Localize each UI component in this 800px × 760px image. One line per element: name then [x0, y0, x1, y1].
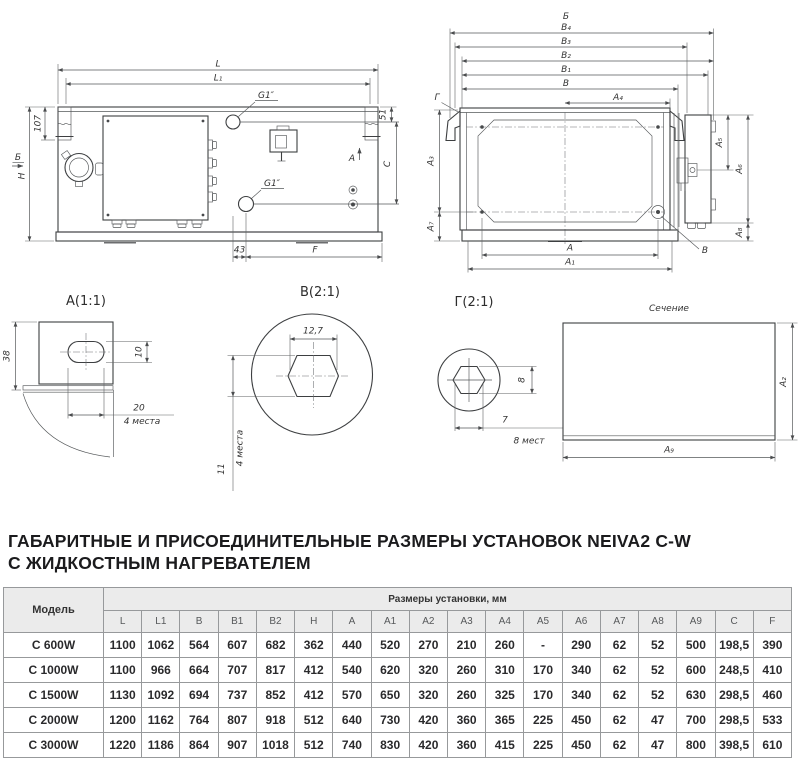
dim-12-7: 12,7 [302, 326, 324, 337]
value-cell: 52 [639, 658, 677, 683]
table-row [4, 683, 792, 708]
value-cell: 610 [753, 733, 791, 758]
dim-a3: А₃ [426, 156, 437, 166]
dim-11: 11 [217, 463, 227, 475]
value-cell: 340 [562, 683, 600, 708]
section-outline [563, 323, 775, 440]
value-cell: 764 [180, 708, 218, 733]
value-cell: 800 [677, 733, 715, 758]
value-cell: 450 [562, 708, 600, 733]
table-row [4, 733, 792, 758]
section-title: Сечение [649, 304, 689, 314]
table-row [4, 658, 792, 683]
control-box [103, 116, 208, 220]
value-cell: 564 [180, 633, 218, 658]
unit-base [56, 232, 382, 241]
dim-a9: А₉ [664, 445, 674, 456]
value-cell: 260 [447, 658, 485, 683]
dim-b: В [562, 79, 570, 89]
dim-b1: В₁ [561, 65, 571, 75]
value-cell: 62 [600, 658, 638, 683]
col-header-a: A [333, 611, 371, 633]
dim-b3: В₃ [561, 37, 571, 47]
value-cell: 270 [409, 633, 447, 658]
col-header-a4: A4 [486, 611, 524, 633]
value-cell: 170 [524, 683, 562, 708]
front-view-drawing [427, 12, 754, 273]
value-cell: 830 [371, 733, 409, 758]
value-cell: 62 [600, 733, 638, 758]
value-cell: 310 [486, 658, 524, 683]
model-cell: C 600W [4, 633, 104, 658]
view-a-label: A [348, 154, 356, 164]
value-cell: 664 [180, 658, 218, 683]
terminal-block [677, 158, 697, 191]
value-cell: 730 [371, 708, 409, 733]
dim-8: 8 [517, 377, 528, 383]
value-cell: 630 [677, 683, 715, 708]
value-cell: 260 [486, 633, 524, 658]
value-cell: 533 [753, 708, 791, 733]
g1-top-label: G1″ [257, 91, 275, 101]
value-cell: 607 [218, 633, 256, 658]
value-cell: 440 [333, 633, 371, 658]
value-cell: 362 [295, 633, 333, 658]
col-header-c: C [715, 611, 753, 633]
g1-port-top [226, 101, 278, 130]
dim-a6: А₆ [735, 164, 745, 174]
value-cell: 62 [600, 683, 638, 708]
dim-f: F [312, 245, 318, 256]
value-cell: 415 [486, 733, 524, 758]
value-cell: 62 [600, 708, 638, 733]
dim-a2: А₂ [779, 377, 789, 387]
side-view-drawing [12, 60, 399, 263]
value-cell: 694 [180, 683, 218, 708]
col-header-b1: B1 [218, 611, 256, 633]
dim-l1: L₁ [213, 73, 223, 84]
dim-7: 7 [502, 415, 508, 426]
dim-20-places: 4 места [123, 417, 161, 427]
value-cell: 682 [256, 633, 294, 658]
value-cell: 410 [753, 658, 791, 683]
box-latch [96, 163, 104, 175]
value-cell: 907 [218, 733, 256, 758]
value-cell: 1100 [104, 633, 142, 658]
value-cell: 260 [447, 683, 485, 708]
value-cell: 500 [677, 633, 715, 658]
dim-38: 38 [2, 350, 13, 362]
value-cell: 225 [524, 708, 562, 733]
value-cell: 512 [295, 733, 333, 758]
dim-a: А [566, 243, 574, 254]
col-header-h: H [295, 611, 333, 633]
dim-h: H [17, 172, 28, 180]
value-cell: 852 [256, 683, 294, 708]
col-header-l1: L1 [142, 611, 180, 633]
page-title [8, 530, 792, 574]
value-cell: 520 [371, 633, 409, 658]
detail-a-drawing [3, 294, 175, 457]
dim-107: 107 [33, 114, 44, 133]
value-cell: 325 [486, 683, 524, 708]
col-header-a1: A1 [371, 611, 409, 633]
value-cell: 640 [333, 708, 371, 733]
value-cell: 412 [295, 683, 333, 708]
value-cell: 225 [524, 733, 562, 758]
section-drawing [563, 304, 798, 462]
value-cell: 52 [639, 683, 677, 708]
dim-a1: А₁ [565, 257, 575, 268]
value-cell: 1092 [142, 683, 180, 708]
value-cell: 62 [600, 633, 638, 658]
value-cell: 320 [409, 658, 447, 683]
value-cell: 600 [677, 658, 715, 683]
value-cell: 817 [256, 658, 294, 683]
value-cell: 52 [639, 633, 677, 658]
cable-glands [112, 140, 217, 228]
value-cell: 620 [371, 658, 409, 683]
detail-g-callout: Г [434, 93, 440, 103]
thermostat [270, 126, 297, 161]
table-header-group: Размеры установки, мм [104, 588, 792, 611]
detail-b-callout: В [701, 246, 709, 256]
value-cell: 398,5 [715, 733, 753, 758]
value-cell: 1200 [104, 708, 142, 733]
dim-l: L [215, 59, 221, 70]
value-cell: 290 [562, 633, 600, 658]
value-cell: 918 [256, 708, 294, 733]
col-header-a6: A6 [562, 611, 600, 633]
value-cell: 1130 [104, 683, 142, 708]
drain-ports [349, 186, 358, 209]
detail-a-title: А(1:1) [66, 294, 106, 309]
dim-a7: А₇ [426, 221, 437, 232]
col-header-a7: A7 [600, 611, 638, 633]
col-header-a9: A9 [677, 611, 715, 633]
value-cell: 198,5 [715, 633, 753, 658]
col-header-b: B [180, 611, 218, 633]
col-header-l: L [104, 611, 142, 633]
model-cell: C 1000W [4, 658, 104, 683]
dim-b4: В₄ [561, 23, 571, 33]
value-cell: 450 [562, 733, 600, 758]
value-cell: 298,5 [715, 683, 753, 708]
value-cell: 210 [447, 633, 485, 658]
value-cell: 412 [295, 658, 333, 683]
value-cell: 737 [218, 683, 256, 708]
g1-bottom-label: G1″ [263, 179, 281, 189]
cable-grommet [61, 151, 93, 187]
dim-a4: А₄ [613, 93, 623, 103]
table-header-model: Модель [4, 588, 104, 633]
value-cell: 700 [677, 708, 715, 733]
model-cell: C 3000W [4, 733, 104, 758]
value-cell: 1100 [104, 658, 142, 683]
dim-7-places: 8 мест [513, 436, 545, 447]
value-cell: 1220 [104, 733, 142, 758]
detail-b-title: В(2:1) [300, 285, 340, 300]
dim-a5: А₅ [715, 137, 725, 148]
value-cell: 966 [142, 658, 180, 683]
value-cell: 512 [295, 708, 333, 733]
dim-c: C [383, 160, 393, 168]
value-cell: 420 [409, 733, 447, 758]
value-cell: 1062 [142, 633, 180, 658]
value-cell: 340 [562, 658, 600, 683]
model-cell: C 1500W [4, 683, 104, 708]
value-cell: 807 [218, 708, 256, 733]
value-cell: 47 [639, 733, 677, 758]
value-cell: 170 [524, 658, 562, 683]
dim-51: 51 [378, 108, 389, 121]
value-cell: 1186 [142, 733, 180, 758]
value-cell: 864 [180, 733, 218, 758]
detail-g-drawing [438, 295, 563, 447]
value-cell: 360 [447, 708, 485, 733]
detail-g-title: Г(2:1) [454, 295, 494, 310]
value-cell: 298,5 [715, 708, 753, 733]
value-cell: 540 [333, 658, 371, 683]
col-header-a5: A5 [524, 611, 562, 633]
value-cell: 365 [486, 708, 524, 733]
left-bracket [446, 111, 460, 141]
bracket-plate [39, 322, 113, 384]
dim-43: 43 [233, 245, 246, 256]
dim-b2: В₂ [561, 51, 571, 61]
value-cell: 1018 [256, 733, 294, 758]
value-cell: 740 [333, 733, 371, 758]
model-cell: C 2000W [4, 708, 104, 733]
page-title-line2: С ЖИДКОСТНЫМ НАГРЕВАТЕЛЕМ [8, 553, 311, 573]
value-cell: 650 [371, 683, 409, 708]
value-cell: 1162 [142, 708, 180, 733]
col-header-b2: B2 [256, 611, 294, 633]
dim-10: 10 [134, 346, 145, 358]
dim-a8: А₈ [735, 227, 745, 238]
value-cell: 47 [639, 708, 677, 733]
col-header-a2: A2 [409, 611, 447, 633]
value-cell: 320 [409, 683, 447, 708]
table-row [4, 708, 792, 733]
value-cell: 420 [409, 708, 447, 733]
front-view-title: Б [562, 12, 570, 22]
value-cell: - [524, 633, 562, 658]
value-cell: 248,5 [715, 658, 753, 683]
col-header-f: F [753, 611, 791, 633]
value-cell: 570 [333, 683, 371, 708]
g1-port-bottom [239, 189, 285, 212]
dim-20: 20 [133, 403, 145, 414]
unit-body [58, 107, 378, 232]
right-bracket [670, 111, 684, 141]
detail-b-drawing [217, 285, 373, 491]
electric-box [685, 115, 711, 223]
value-cell: 460 [753, 683, 791, 708]
view-b-label: Б [14, 153, 22, 163]
dim-11-places: 4 места [235, 429, 246, 467]
page-title-line1: ГАБАРИТНЫЕ И ПРИСОЕДИНИТЕЛЬНЫЕ РАЗМЕРЫ УСТАНОВОК NEIVA2 C-W [8, 531, 691, 551]
col-header-a3: A3 [447, 611, 485, 633]
col-header-a8: A8 [639, 611, 677, 633]
value-cell: 360 [447, 733, 485, 758]
front-base [462, 230, 678, 241]
value-cell: 707 [218, 658, 256, 683]
value-cell: 390 [753, 633, 791, 658]
dimensions-table [3, 587, 792, 758]
table-row [4, 633, 792, 658]
